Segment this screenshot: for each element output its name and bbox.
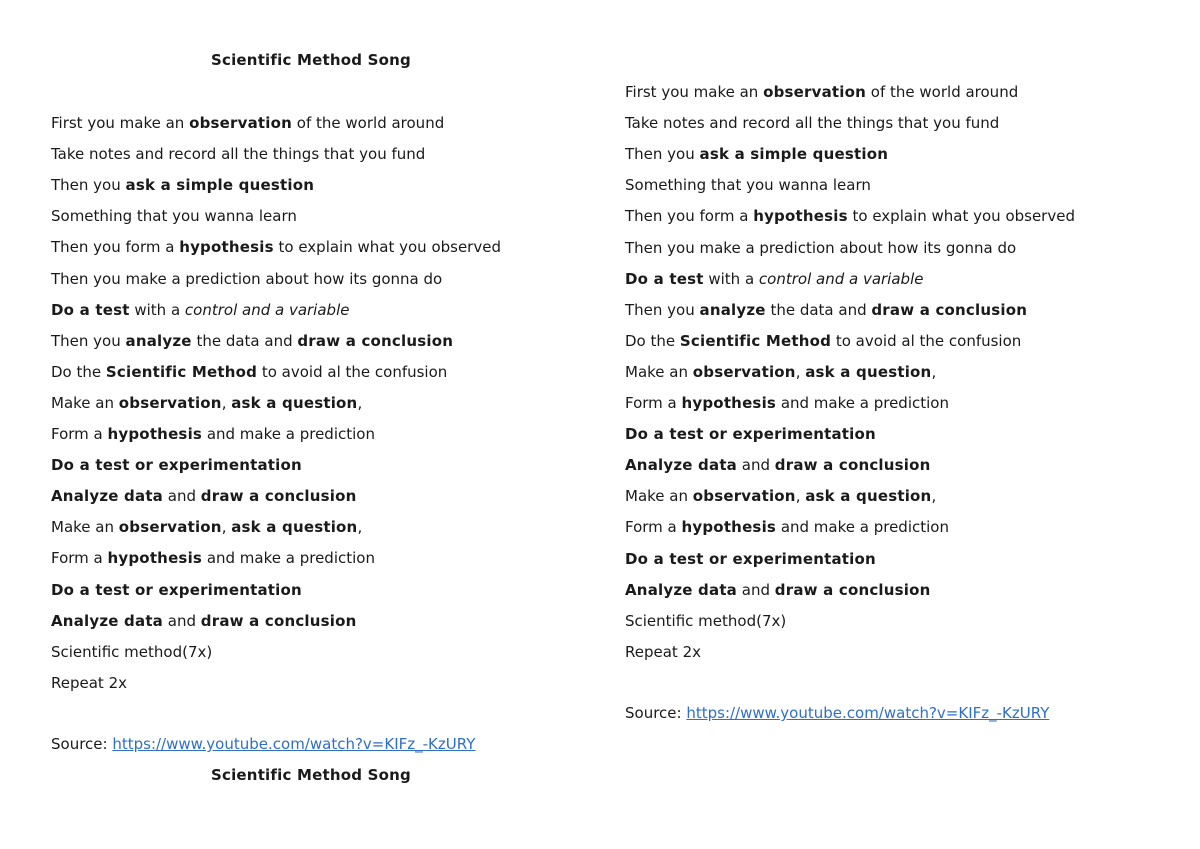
song-title-bottom: Scientific Method Song: [211, 766, 411, 784]
lyric-line: [625, 394, 949, 412]
bold-phrase: Scientific Method: [105, 362, 258, 381]
bold-phrase: draw a conclusion: [200, 487, 357, 506]
lyric-line: [51, 238, 501, 256]
lyric-text: Form a: [625, 518, 682, 537]
lyric-text: Then you: [51, 331, 126, 350]
bold-phrase: draw a conclusion: [200, 611, 357, 630]
lyric-line: [51, 114, 444, 132]
bold-phrase: Do a test or experimentation: [625, 425, 876, 444]
lyric-text: First you make an: [625, 83, 764, 101]
bold-phrase: observation: [692, 487, 796, 506]
lyric-line: [625, 612, 786, 630]
bold-phrase: draw a conclusion: [871, 300, 1028, 319]
bold-phrase: hypothesis: [753, 207, 848, 226]
bold-phrase: ask a question: [231, 393, 358, 412]
lyric-text: ,: [357, 393, 363, 412]
lyric-line: [625, 518, 949, 536]
lyric-text: Make an: [51, 518, 119, 537]
lyric-text: Do the: [625, 331, 680, 350]
lyric-line: [625, 643, 701, 661]
bold-phrase: observation: [118, 518, 222, 537]
bold-phrase: Do a test: [51, 300, 130, 319]
lyric-text: Take notes and record all the things that you fund: [51, 145, 426, 164]
lyric-line: [51, 549, 375, 567]
lyric-line: [625, 332, 1021, 350]
bold-phrase: observation: [692, 362, 796, 381]
lyric-text: and: [737, 580, 775, 599]
lyric-text: with a: [703, 269, 759, 288]
lyric-text: and: [163, 611, 201, 630]
lyric-text: Form a: [51, 425, 108, 443]
lyric-text: to avoid al the confusion: [831, 331, 1022, 350]
lyric-text: Make an: [625, 487, 693, 506]
bold-phrase: Do a test or experimentation: [51, 580, 302, 599]
bold-phrase: observation: [763, 83, 867, 101]
lyric-text: ,: [221, 518, 232, 537]
lyric-line: [51, 674, 127, 692]
source-label: Source:: [51, 735, 113, 753]
lyric-text: Then you: [51, 176, 126, 195]
bold-phrase: ask a question: [805, 362, 932, 381]
source-label: Source:: [625, 704, 687, 722]
lyric-text: ,: [357, 518, 363, 537]
bold-phrase: hypothesis: [681, 394, 777, 412]
bold-phrase: observation: [118, 393, 222, 412]
lyric-line: [51, 394, 362, 412]
lyric-text: and make a prediction: [776, 394, 949, 412]
lyric-line: [625, 487, 936, 505]
lyric-line: [625, 239, 1016, 257]
lyric-line: [625, 456, 931, 474]
lyric-text: the data and: [191, 331, 298, 350]
source-link[interactable]: https://www.youtube.com/watch?v=KIFz_-KzURY: [112, 735, 476, 753]
source-link[interactable]: https://www.youtube.com/watch?v=KIFz_-KzURY: [686, 704, 1050, 722]
lyric-text: the data and: [765, 300, 872, 319]
bold-phrase: hypothesis: [179, 238, 274, 257]
lyric-line: [51, 487, 357, 505]
bold-phrase: Analyze data: [625, 456, 738, 475]
lyric-text: Make an: [625, 362, 693, 381]
lyric-text: and make a prediction: [202, 425, 375, 443]
lyric-text: and make a prediction: [202, 549, 375, 568]
lyric-line: [51, 643, 212, 661]
lyric-line: [51, 207, 297, 225]
lyric-line: [51, 176, 314, 194]
bold-phrase: Analyze data: [51, 487, 164, 506]
lyric-line: [625, 145, 888, 163]
lyric-text: Make an: [51, 393, 119, 412]
lyric-line: [625, 114, 999, 132]
lyric-text: and: [737, 456, 775, 475]
bold-phrase: ask a simple question: [699, 145, 889, 164]
lyric-text: of the world around: [866, 83, 1019, 101]
bold-phrase: Do a test or experimentation: [51, 456, 302, 475]
lyric-text: Something that you wanna learn: [625, 176, 871, 195]
bold-phrase: hypothesis: [107, 425, 203, 443]
italic-phrase: control and a variable: [758, 269, 924, 288]
lyric-text: Something that you wanna learn: [51, 207, 297, 226]
left-source: [51, 735, 475, 753]
lyric-line: [625, 207, 1075, 225]
bold-phrase: analyze: [699, 300, 766, 319]
bold-phrase: ask a question: [231, 518, 358, 537]
lyric-text: and make a prediction: [776, 518, 949, 537]
lyric-text: Then you form a: [51, 238, 180, 257]
lyric-text: ,: [795, 362, 806, 381]
bold-phrase: analyze: [125, 331, 192, 350]
lyric-line: [625, 581, 931, 599]
lyric-line: [51, 425, 375, 443]
bold-phrase: observation: [189, 114, 293, 132]
bold-phrase: draw a conclusion: [297, 331, 454, 350]
lyric-text: Repeat 2x: [51, 673, 127, 692]
lyric-text: Scientific method(7x): [625, 611, 787, 630]
lyric-text: Take notes and record all the things that you fund: [625, 114, 1000, 133]
bold-phrase: Analyze data: [625, 580, 738, 599]
song-title: Scientific Method Song: [211, 51, 411, 69]
lyric-text: of the world around: [292, 114, 445, 132]
lyric-line: [51, 363, 447, 381]
lyric-line: [51, 145, 425, 163]
bold-phrase: ask a simple question: [125, 176, 315, 195]
lyric-text: Then you: [625, 145, 700, 164]
lyric-text: Then you: [625, 300, 700, 319]
italic-phrase: control and a variable: [184, 300, 350, 319]
lyric-text: to explain what you observed: [273, 238, 501, 257]
lyric-text: First you make an: [51, 114, 190, 132]
lyric-text: Scientific method(7x): [51, 642, 213, 661]
lyric-line: [51, 518, 362, 536]
lyric-text: Then you make a prediction about how its gonna do: [625, 238, 1017, 257]
bold-phrase: hypothesis: [107, 549, 203, 568]
lyric-text: ,: [931, 362, 937, 381]
lyric-text: Then you make a prediction about how its gonna do: [51, 269, 443, 288]
lyric-text: to explain what you observed: [847, 207, 1075, 226]
lyric-line: [625, 83, 1018, 101]
bold-phrase: Scientific Method: [679, 331, 832, 350]
bold-phrase: draw a conclusion: [774, 456, 931, 475]
lyric-text: and: [163, 487, 201, 506]
lyric-text: ,: [221, 393, 232, 412]
right-source: [625, 704, 1049, 722]
bold-phrase: draw a conclusion: [774, 580, 931, 599]
lyric-text: Form a: [625, 394, 682, 412]
lyric-text: Repeat 2x: [625, 642, 701, 661]
lyric-line: [625, 301, 1027, 319]
lyric-line: [625, 550, 876, 568]
lyric-line: [625, 176, 871, 194]
lyric-line: [51, 612, 357, 630]
lyric-text: ,: [795, 487, 806, 506]
lyric-line: [51, 456, 302, 474]
bold-phrase: Do a test or experimentation: [625, 549, 876, 568]
lyric-line: [625, 363, 936, 381]
lyric-text: to avoid al the confusion: [257, 362, 448, 381]
lyric-text: with a: [129, 300, 185, 319]
lyric-line: [51, 332, 453, 350]
lyric-text: Form a: [51, 549, 108, 568]
bold-phrase: hypothesis: [681, 518, 777, 537]
lyric-text: ,: [931, 487, 937, 506]
lyric-line: [51, 270, 442, 288]
bold-phrase: Do a test: [625, 269, 704, 288]
lyric-line: [625, 270, 923, 288]
bold-phrase: ask a question: [805, 487, 932, 506]
lyric-line: [625, 425, 876, 443]
lyric-text: Then you form a: [625, 207, 754, 226]
bold-phrase: Analyze data: [51, 611, 164, 630]
lyric-line: [51, 301, 349, 319]
lyric-text: Do the: [51, 362, 106, 381]
lyric-line: [51, 581, 302, 599]
